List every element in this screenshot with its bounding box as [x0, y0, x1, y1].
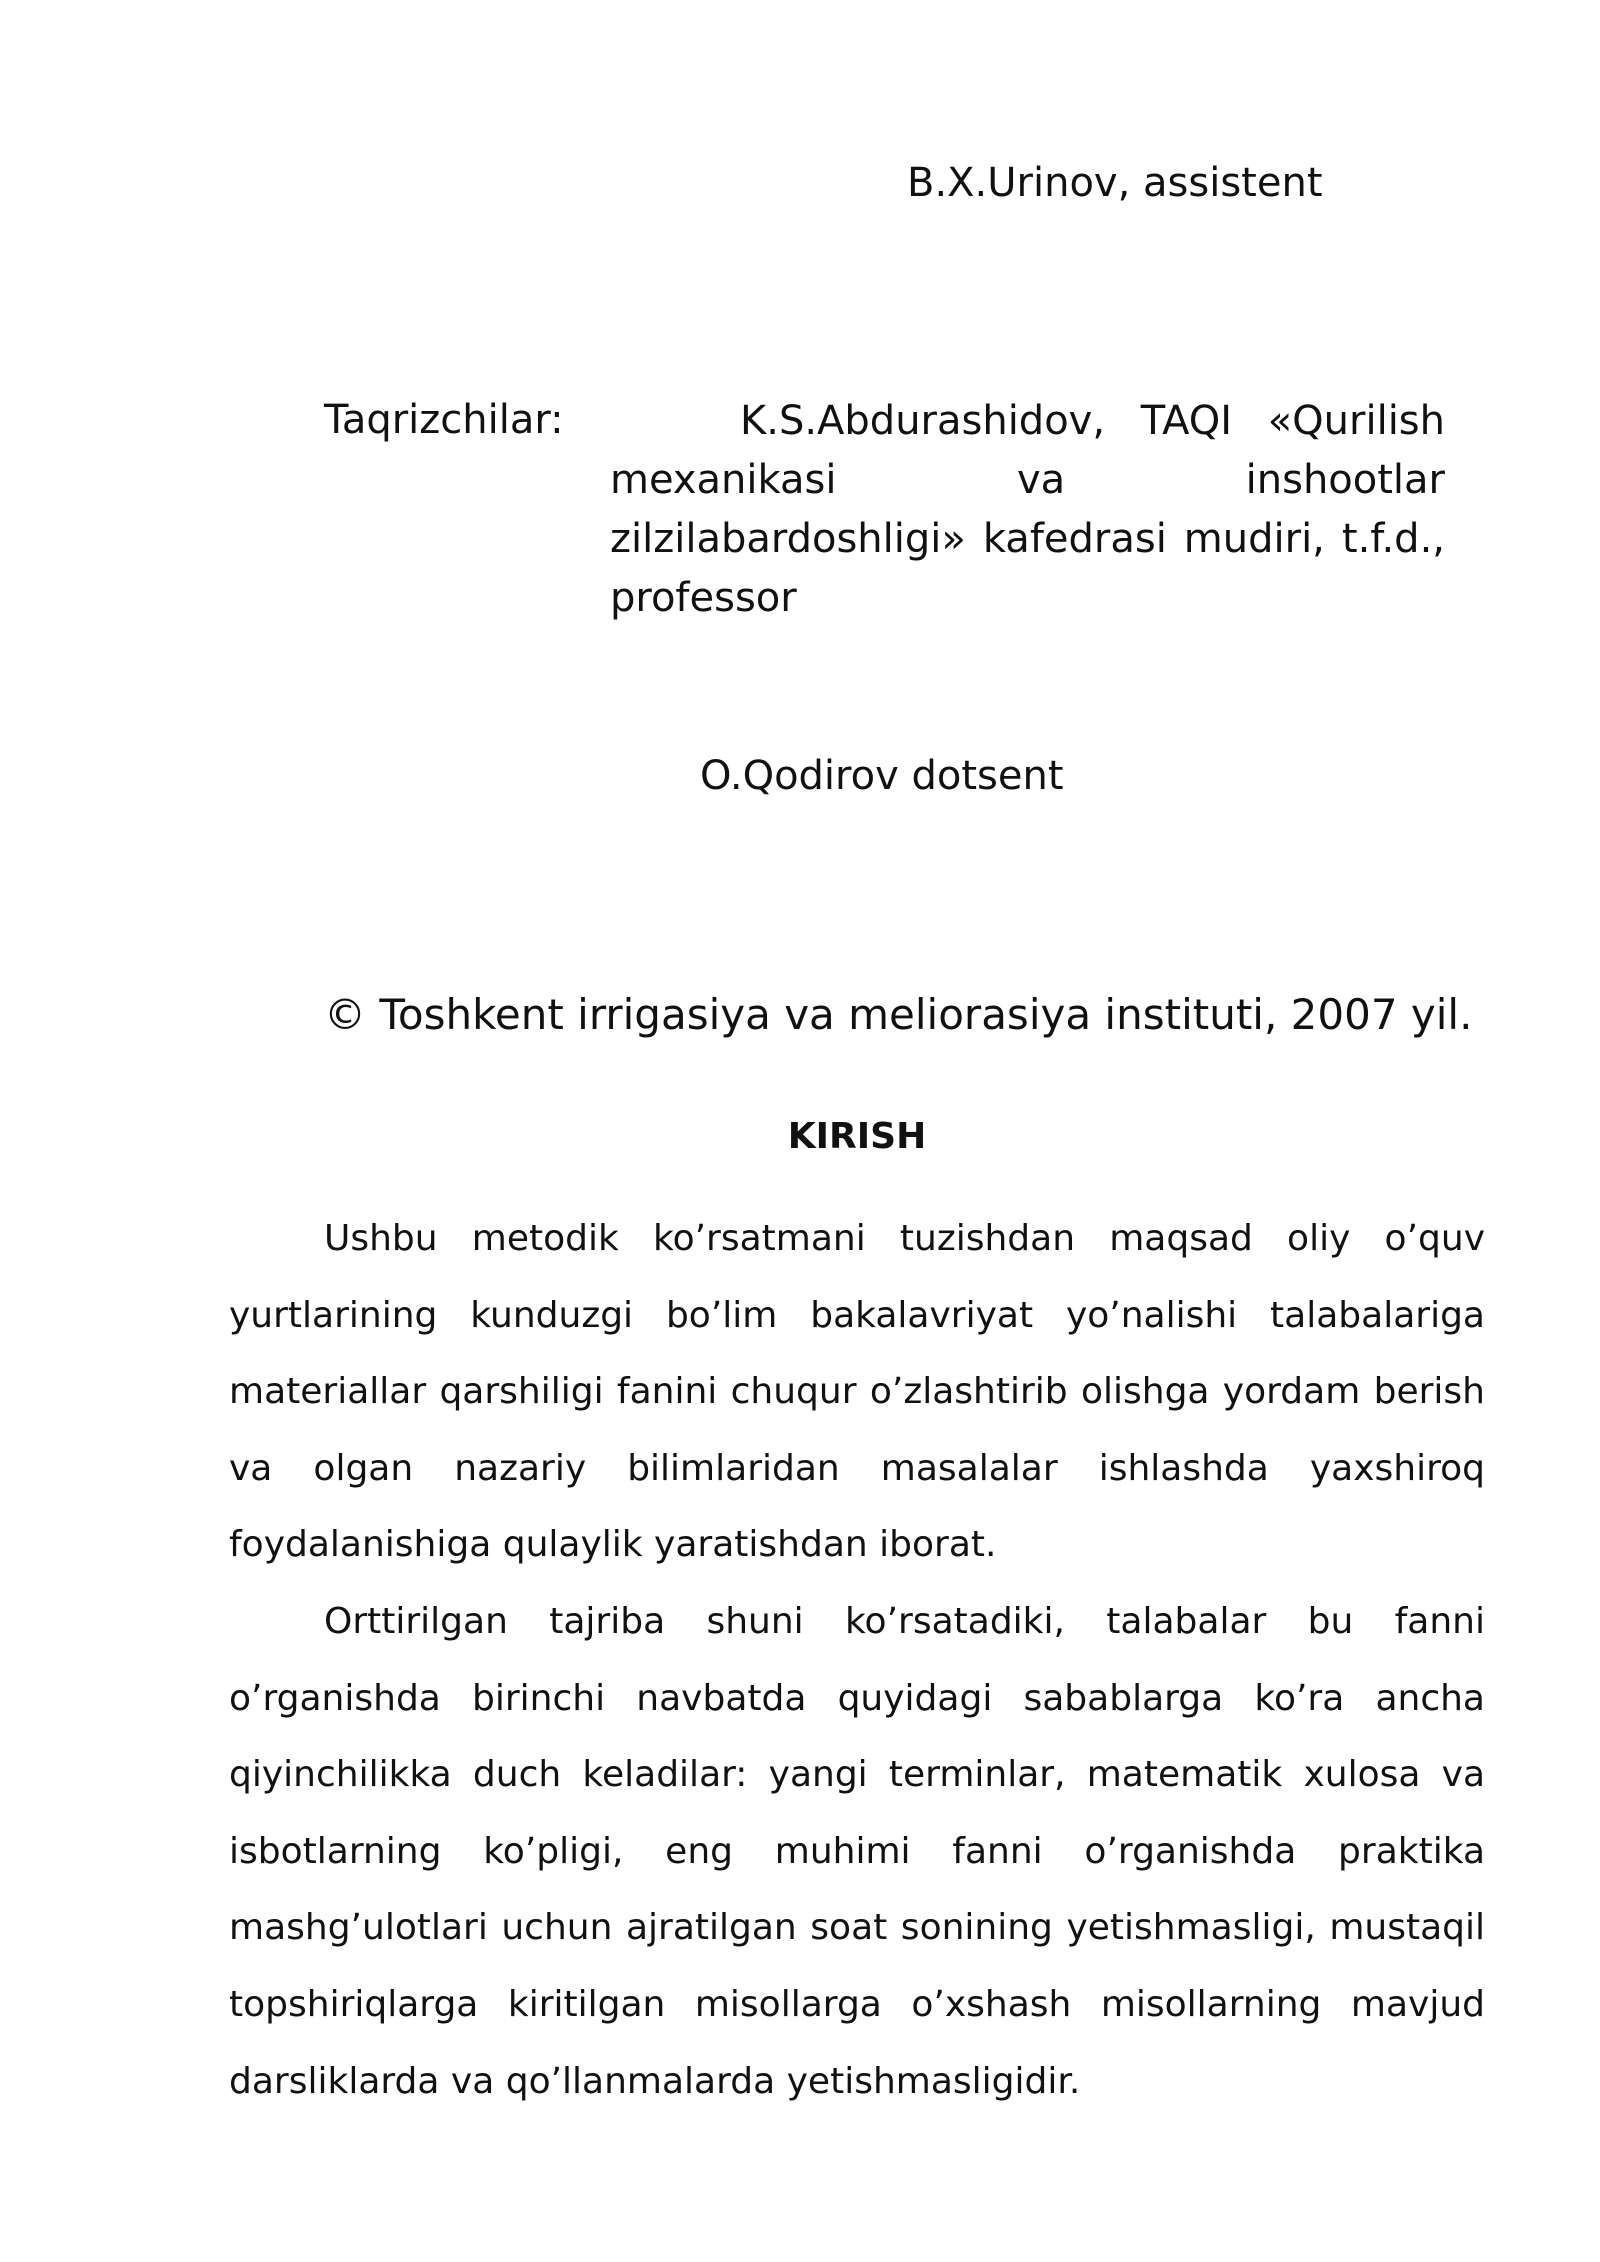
reviewers-label: Taqrizchilar:	[324, 397, 564, 443]
reviewer-1: K.S.Abdurashidov, TAQI «Qurilish mexanikasi va inshootlar zilzilabardoshligi» kafedrasi mudiri, t.f.d., professor	[610, 398, 1445, 621]
reviewer-2: O.Qodirov dotsent	[700, 753, 1064, 799]
body-paragraph-1: Ushbu metodik ko’rsatmani tuzishdan maqsad oliy o’quv yurtlarining kunduzgi bo’lim bakalavriyat yo’nalishi talabalariga materiallar qarshiligi fanini chuqur o’zlashtirib olishga yordam berish va olgan nazariy bilimlaridan masalalar ishlashda yaxshiroq foydalanishiga qulaylik yaratishdan iborat.	[229, 1218, 1485, 1566]
body-paragraph-2: Orttirilgan tajriba shuni ko’rsatadiki, talabalar bu fanni o’rganishda birinchi navbatda quyidagi sabablarga ko’ra ancha qiyinchilikka duch keladilar: yangi terminlar, matematik xulosa va isbotlarning ko’pligi, eng muhimi fanni o’rganishda praktika mashg’ulotlari uchun ajratilgan soat sonining yetishmasligi, mustaqil topshiriqlarga kiritilgan misollarga o’xshash misollarning mavjud darsliklarda va qo’llanmalarda yetishmasligidir.	[229, 1601, 1485, 2102]
copyright-line: © Toshkent irrigasiya va meliorasiya instituti, 2007 yil.	[324, 990, 1473, 1039]
section-heading: KIRISH	[787, 1116, 927, 1157]
author-line: B.X.Urinov, assistent	[907, 160, 1323, 206]
